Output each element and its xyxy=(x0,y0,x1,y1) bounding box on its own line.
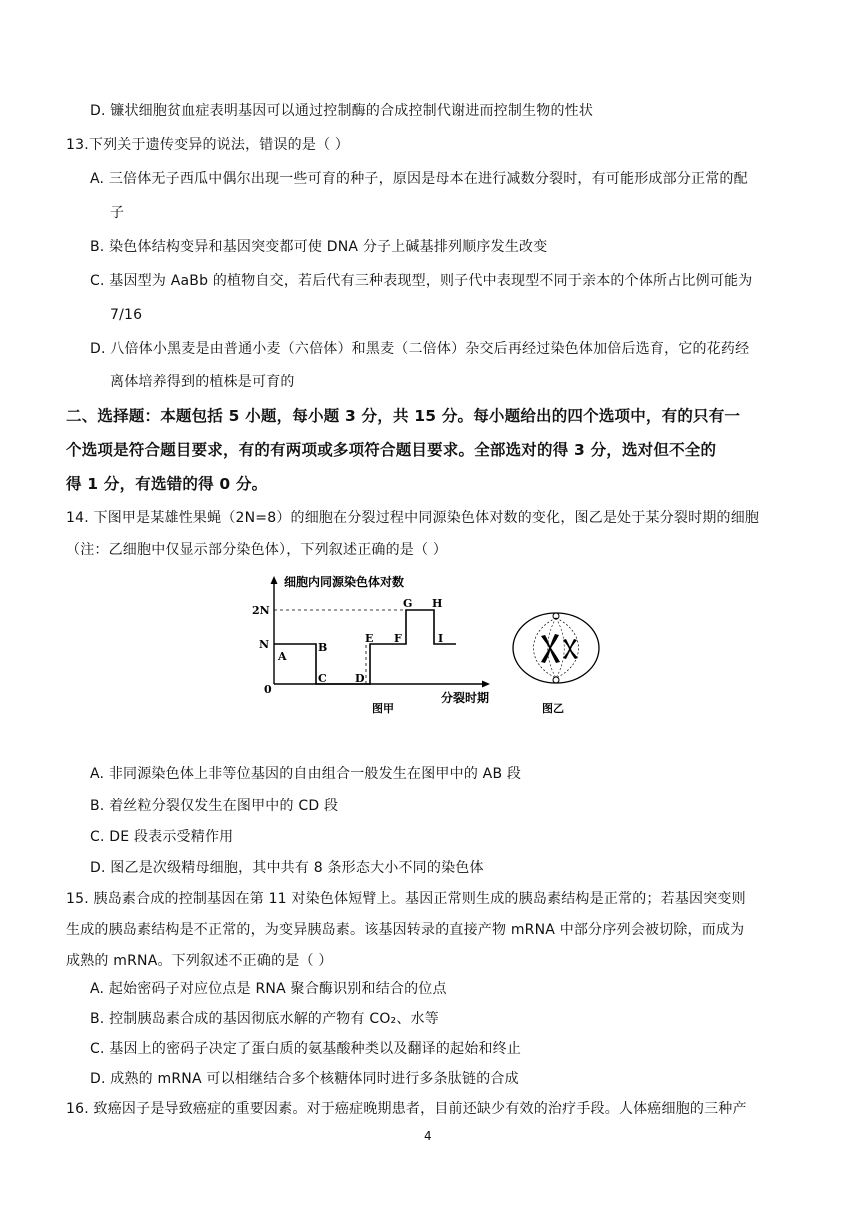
spindle-left xyxy=(534,618,557,678)
option-12d: D. 镰状细胞贫血症表明基因可以通过控制酶的合成控制代谢进而控制生物的性状 xyxy=(90,103,594,119)
spindle-inner-right xyxy=(556,618,564,678)
option-13d-cont: 离体培养得到的植株是可育的 xyxy=(110,374,295,390)
section-2-heading-cont2: 得 1 分，有选错的得 0 分。 xyxy=(66,475,268,493)
section-2-heading: 二、选择题：本题包括 5 小题，每小题 3 分，共 15 分。每小题给出的四个选项中，有的只有一 xyxy=(66,407,741,425)
question-13-stem: 13.下列关于遗传变异的说法，错误的是（ ） xyxy=(66,137,350,153)
point-c: C xyxy=(318,672,327,685)
y-axis-arrow xyxy=(271,576,278,584)
question-14-figure xyxy=(250,572,610,722)
point-g: G xyxy=(403,597,413,610)
point-e: E xyxy=(365,632,374,645)
point-f: F xyxy=(394,632,402,645)
option-15c: C. 基因上的密码子决定了蛋白质的氨基酸种类以及翻译的起始和终止 xyxy=(90,1041,522,1057)
question-15-stem-cont2: 成熟的 mRNA。下列叙述不正确的是（ ） xyxy=(66,953,333,969)
option-13c-cont: 7/16 xyxy=(110,307,143,323)
option-14b: B. 着丝粒分裂仅发生在图甲中的 CD 段 xyxy=(90,798,339,814)
option-15d: D. 成熟的 mRNA 可以相继结合多个核糖体同时进行多条肽链的合成 xyxy=(90,1071,519,1087)
option-13a-cont: 子 xyxy=(110,205,125,221)
y-tick-0: 0 xyxy=(264,683,272,696)
cell-membrane xyxy=(513,613,599,683)
spindle-inner-left xyxy=(548,618,556,678)
point-i: I xyxy=(438,632,444,645)
figure-svg xyxy=(250,572,610,722)
section-2-heading-cont1: 个选项是符合题目要求，有的有两项或多项符合题目要求。全部选对的得 3 分，选对但不全的 xyxy=(66,441,717,459)
chromosome-large xyxy=(541,634,560,663)
option-14a: A. 非同源染色体上非等位基因的自由组合一般发生在图甲中的 AB 段 xyxy=(90,766,522,782)
point-h: H xyxy=(432,597,443,610)
option-14d: D. 图乙是次级精母细胞，其中共有 8 条形态大小不同的染色体 xyxy=(90,860,484,876)
option-13c: C. 基因型为 AaBb 的植物自交，若后代有三种表现型，则子代中表现型不同于亲本的个体所占比例可能为 xyxy=(90,273,753,289)
caption-yi: 图乙 xyxy=(542,702,564,715)
pair-count-curve xyxy=(274,610,456,684)
spindle-right xyxy=(556,618,579,678)
option-13a: A. 三倍体无子西瓜中偶尔出现一些可育的种子，原因是母本在进行减数分裂时，有可能形成部分正常的配 xyxy=(90,171,748,187)
y-axis-label: 细胞内同源染色体对数 xyxy=(284,575,405,589)
y-tick-n: N xyxy=(259,638,270,651)
point-d: D xyxy=(355,672,365,685)
point-b: B xyxy=(318,641,328,654)
cell-diagram xyxy=(513,613,599,683)
chromosome-small xyxy=(563,639,578,659)
y-tick-2n: 2N xyxy=(252,604,270,617)
x-axis-label: 分裂时期 xyxy=(441,691,490,705)
question-16-stem: 16. 致癌因子是导致癌症的重要因素。对于癌症晚期患者，目前还缺少有效的治疗手段。人体癌细胞的三种产 xyxy=(66,1101,747,1117)
question-14-stem-cont: （注：乙细胞中仅显示部分染色体），下列叙述正确的是（ ） xyxy=(66,542,448,558)
question-14-stem: 14. 下图甲是某雄性果蝇（2N=8）的细胞在分裂过程中同源染色体对数的变化，图乙是处于某分裂时期的细胞 xyxy=(66,510,760,526)
point-a: A xyxy=(278,650,287,663)
option-13b: B. 染色体结构变异和基因突变都可使 DNA 分子上碱基排列顺序发生改变 xyxy=(90,239,548,255)
page-number: 4 xyxy=(424,1129,432,1143)
question-15-stem-cont1: 生成的胰岛素结构是不正常的，为变异胰岛素。该基因转录的直接产物 mRNA 中部分序列会被切除，而成为 xyxy=(66,922,745,938)
centriole-bottom xyxy=(553,677,559,683)
option-14c: C. DE 段表示受精作用 xyxy=(90,829,234,845)
option-15a: A. 起始密码子对应位点是 RNA 聚合酶识别和结合的位点 xyxy=(90,981,447,997)
question-15-stem: 15. 胰岛素合成的控制基因在第 11 对染色体短臂上。基因正常则生成的胰岛素结构是正常的；若基因突变则 xyxy=(66,891,746,907)
caption-jia: 图甲 xyxy=(372,702,394,715)
option-15b: B. 控制胰岛素合成的基因彻底水解的产物有 CO₂、水等 xyxy=(90,1011,439,1027)
option-13d: D. 八倍体小黑麦是由普通小麦（六倍体）和黑麦（二倍体）杂交后再经过染色体加倍后选育，它的花药经 xyxy=(90,341,750,357)
x-axis-arrow xyxy=(482,681,490,688)
